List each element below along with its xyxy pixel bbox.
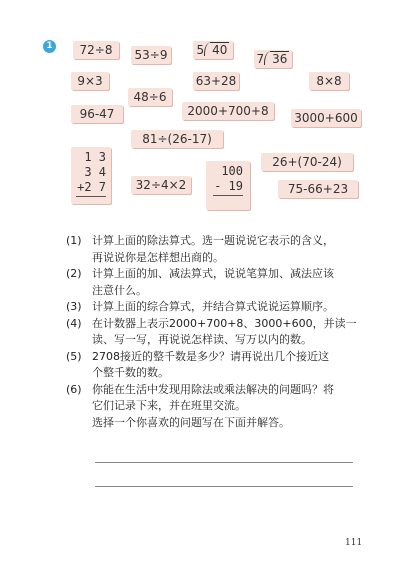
card-53-div-9: 53÷9 xyxy=(131,46,171,64)
difference-line xyxy=(213,195,243,196)
dividend: 40 xyxy=(212,43,228,57)
card-81-div-paren: 81÷(26-17) xyxy=(131,130,223,148)
divisor: 5 xyxy=(196,43,205,57)
card-long-division-36-by-7 xyxy=(254,50,292,68)
question-1: (1) 计算上面的除法算式。选一题说说它表示的含义， 再说说你是怎样想出商的。 xyxy=(66,234,334,264)
card-72-div-8: 72÷8 xyxy=(73,41,119,59)
card-vertical-addition xyxy=(71,147,111,204)
long-division-bracket xyxy=(264,50,289,68)
section-number-badge: 1 xyxy=(43,40,56,53)
card-75-minus-66-plus-23: 75-66+23 xyxy=(278,180,358,198)
addend-3: +2 7 xyxy=(77,180,106,194)
card-vertical-subtraction xyxy=(206,161,250,210)
question-2: (2) 计算上面的加、减法算式，说说笔算加、减法应该 注意什么。 xyxy=(66,267,334,297)
sum-line xyxy=(76,196,106,197)
card-2000-plus-700-plus-8: 2000+700+8 xyxy=(182,102,274,120)
divisor: 7 xyxy=(256,52,265,66)
page-number: 111 xyxy=(345,538,363,548)
answer-line-2[interactable] xyxy=(95,486,353,487)
addend-1: 1 3 xyxy=(84,150,106,164)
question-4: (4) 在计数器上表示2000+700+8、3000+600，并读一 读、写一写，再说说怎样读、写万以内的数。 xyxy=(66,316,357,346)
card-3000-plus-600: 3000+600 xyxy=(291,109,361,127)
card-8-times-8: 8×8 xyxy=(309,72,349,90)
dividend: 36 xyxy=(272,52,288,66)
subtrahend: - 19 xyxy=(214,179,243,193)
question-5: (5) 2708接近的整千数是多少？请再说出几个接近这 个整千数的数。 xyxy=(66,349,329,379)
card-long-division-40-by-5 xyxy=(193,41,233,59)
card-26-plus-paren: 26+(70-24) xyxy=(261,153,353,171)
answer-line-1[interactable] xyxy=(95,462,353,463)
addend-2: 3 4 xyxy=(84,165,106,179)
minuend: 100 xyxy=(221,164,243,178)
card-9-times-3: 9×3 xyxy=(71,72,109,90)
question-3: (3) 计算上面的综合算式，并结合算式说说运算顺序。 xyxy=(66,300,334,313)
question-6: (6) 你能在生活中发现用除法或乘法解决的问题吗？将 它们记录下来，并在班里交流。 选择一个你喜欢的问题写在下面并解答。 xyxy=(66,382,334,429)
card-32-div-4-times-2: 32÷4×2 xyxy=(131,176,191,194)
long-division-bracket xyxy=(204,41,229,59)
card-63-plus-28: 63+28 xyxy=(193,72,239,90)
card-96-minus-47: 96-47 xyxy=(71,105,123,123)
question-list xyxy=(66,233,366,431)
card-48-div-6: 48÷6 xyxy=(128,88,172,106)
